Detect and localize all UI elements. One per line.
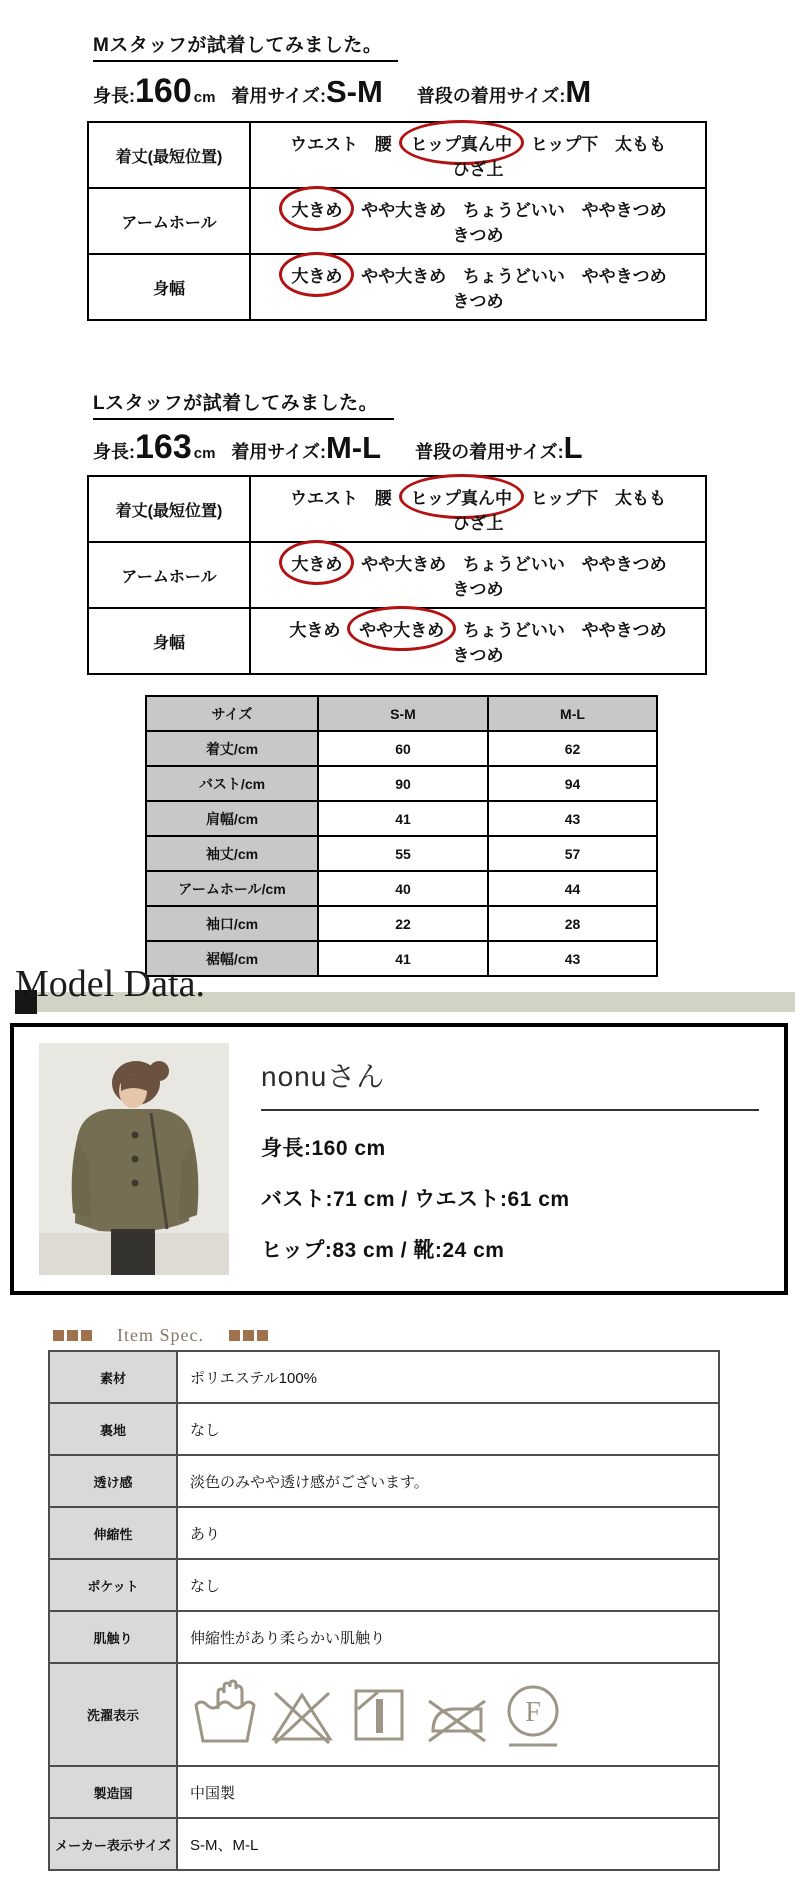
fit-option: ややきつめ xyxy=(581,621,667,640)
fit-option: 腰 xyxy=(374,489,392,508)
spec-label: 伸縮性 xyxy=(49,1507,177,1559)
hand-wash-icon xyxy=(190,1679,260,1751)
fit-row-options xyxy=(250,608,706,674)
fit-option: 太もも xyxy=(614,135,666,154)
model-data-title: Model Data. xyxy=(15,963,205,1005)
fit-option: ちょうどいい xyxy=(462,555,565,574)
brown-squares-icon xyxy=(229,1330,268,1341)
usual-size-label: 普段の着用サイズ: xyxy=(416,86,566,106)
fit-row-label: アームホール xyxy=(88,542,250,608)
dry-clean-f-gentle-icon xyxy=(498,1679,568,1751)
fit-option: ややきつめ xyxy=(581,201,667,220)
measure-label: 袖丈/cm xyxy=(146,836,318,871)
model-bust-waist: バスト:71 cm / ウエスト:61 cm xyxy=(261,1188,570,1211)
measure-value: 43 xyxy=(488,941,657,976)
fit-option: ヒップ下 xyxy=(530,135,599,154)
worn-size-value: S-M xyxy=(325,74,383,109)
spec-row xyxy=(49,1455,719,1507)
fit-option: 腰 xyxy=(374,135,392,154)
fit-row-label: 着丈(最短位置) xyxy=(88,476,250,542)
measure-label: バスト/cm xyxy=(146,766,318,801)
fit-row-options xyxy=(250,542,706,608)
staff-l-stats xyxy=(93,430,800,464)
staff-l-fit-table xyxy=(87,475,707,675)
staff-l-section xyxy=(0,388,800,675)
fit-option: ちょうどいい xyxy=(462,201,565,220)
fit-row-width xyxy=(88,254,706,320)
spec-row-laundry xyxy=(49,1663,719,1766)
fit-row-length xyxy=(88,122,706,188)
spec-label: 素材 xyxy=(49,1351,177,1403)
fit-row-length xyxy=(88,476,706,542)
size-chart-row xyxy=(146,731,657,766)
fit-option: ひざ上 xyxy=(452,514,504,533)
item-spec-heading xyxy=(53,1325,268,1346)
spec-value: S-M、M-L xyxy=(177,1818,719,1870)
size-chart-row xyxy=(146,836,657,871)
height-value: 160 xyxy=(135,72,192,110)
fit-option: ひざ上 xyxy=(452,160,504,179)
fit-option: ややきつめ xyxy=(581,267,667,286)
worn-size-value: M-L xyxy=(325,430,382,465)
fit-row-options xyxy=(250,254,706,320)
staff-m-section xyxy=(0,30,800,321)
measure-value: 41 xyxy=(318,941,488,976)
spec-value: ポリエステル100% xyxy=(177,1351,719,1403)
measure-label: 裾幅/cm xyxy=(146,941,318,976)
line-dry-in-shade-icon xyxy=(344,1679,414,1751)
height-label: 身長: xyxy=(93,86,135,106)
fit-option-selected: 大きめ xyxy=(279,540,354,585)
size-chart-header: S-M xyxy=(318,696,488,731)
spec-row xyxy=(49,1351,719,1403)
measure-value: 28 xyxy=(488,906,657,941)
spec-value: 伸縮性があり柔らかい肌触り xyxy=(177,1611,719,1663)
measure-label: アームホール/cm xyxy=(146,871,318,906)
spec-value: なし xyxy=(177,1403,719,1455)
spec-row xyxy=(49,1507,719,1559)
spec-value: なし xyxy=(177,1559,719,1611)
height-label: 身長: xyxy=(93,442,135,462)
fit-option: やや大きめ xyxy=(361,267,447,286)
staff-l-heading: Lスタッフが試着してみました。 xyxy=(93,388,394,420)
size-chart-row xyxy=(146,766,657,801)
measure-label: 肩幅/cm xyxy=(146,801,318,836)
measure-value: 60 xyxy=(318,731,488,766)
spec-label: 透け感 xyxy=(49,1455,177,1507)
fit-row-label: アームホール xyxy=(88,188,250,254)
usual-size-value: M xyxy=(565,74,592,109)
size-chart-row xyxy=(146,906,657,941)
model-hip-shoe: ヒップ:83 cm / 靴:24 cm xyxy=(261,1239,505,1262)
measure-value: 57 xyxy=(488,836,657,871)
fit-option-selected: やや大きめ xyxy=(347,606,456,651)
fit-row-options xyxy=(250,122,706,188)
staff-m-fit-table xyxy=(87,121,707,321)
fit-option: きつめ xyxy=(452,646,504,665)
fit-option: きつめ xyxy=(452,580,504,599)
fit-option: やや大きめ xyxy=(361,201,447,220)
fit-option: きつめ xyxy=(452,292,504,311)
do-not-iron-icon xyxy=(421,1679,491,1751)
spec-value: あり xyxy=(177,1507,719,1559)
model-height: 身長:160 cm xyxy=(261,1137,386,1160)
fit-row-armhole xyxy=(88,542,706,608)
fit-option: ちょうどいい xyxy=(462,267,565,286)
staff-m-stats xyxy=(93,74,800,108)
fit-option: 大きめ xyxy=(289,621,341,640)
fit-row-armhole xyxy=(88,188,706,254)
spec-label: 肌触り xyxy=(49,1611,177,1663)
spec-label: 裏地 xyxy=(49,1403,177,1455)
model-photo xyxy=(39,1043,229,1275)
fit-option-selected: ヒップ真ん中 xyxy=(399,474,525,519)
item-spec-title: Item Spec. xyxy=(117,1325,204,1345)
fit-option: 太もも xyxy=(614,489,666,508)
height-unit: cm xyxy=(193,445,216,462)
measure-label: 袖口/cm xyxy=(146,906,318,941)
measure-value: 94 xyxy=(488,766,657,801)
size-chart-header: サイズ xyxy=(146,696,318,731)
staff-m-heading: Mスタッフが試着してみました。 xyxy=(93,30,398,62)
model-photo-illustration xyxy=(39,1043,229,1275)
fit-option: ヒップ下 xyxy=(530,489,599,508)
brown-squares-icon xyxy=(53,1330,92,1341)
size-chart-row xyxy=(146,801,657,836)
divider xyxy=(261,1109,759,1111)
model-data-heading xyxy=(0,963,800,1014)
spec-row xyxy=(49,1611,719,1663)
size-chart-header-row xyxy=(146,696,657,731)
fit-option-selected: 大きめ xyxy=(279,186,354,231)
usual-size-value: L xyxy=(563,430,583,465)
spec-row xyxy=(49,1403,719,1455)
fit-option: やや大きめ xyxy=(361,555,447,574)
fit-option: ウエスト xyxy=(290,489,359,508)
fit-option: ちょうどいい xyxy=(462,621,565,640)
size-chart-row xyxy=(146,871,657,906)
measure-value: 22 xyxy=(318,906,488,941)
fit-option: ややきつめ xyxy=(581,555,667,574)
spec-row xyxy=(49,1818,719,1870)
measure-value: 62 xyxy=(488,731,657,766)
spec-value: 中国製 xyxy=(177,1766,719,1818)
svg-text:F: F xyxy=(525,1696,541,1728)
measure-value: 40 xyxy=(318,871,488,906)
fit-row-width xyxy=(88,608,706,674)
height-unit: cm xyxy=(193,89,216,106)
model-info xyxy=(261,1055,766,1264)
usual-size-label: 普段の着用サイズ: xyxy=(415,442,564,462)
measure-value: 55 xyxy=(318,836,488,871)
fit-option: ウエスト xyxy=(290,135,359,154)
spec-label: 洗濯表示 xyxy=(49,1663,177,1766)
fit-option-selected: ヒップ真ん中 xyxy=(399,120,525,165)
measure-value: 44 xyxy=(488,871,657,906)
fit-row-options xyxy=(250,476,706,542)
spec-value: 淡色のみやや透け感がございます。 xyxy=(177,1455,719,1507)
fit-row-label: 身幅 xyxy=(88,608,250,674)
size-chart-table xyxy=(145,695,658,977)
size-chart-header: M-L xyxy=(488,696,657,731)
fit-option-selected: 大きめ xyxy=(279,252,354,297)
measure-value: 90 xyxy=(318,766,488,801)
laundry-symbols xyxy=(177,1663,719,1766)
worn-size-label: 着用サイズ: xyxy=(231,86,326,106)
worn-size-label: 着用サイズ: xyxy=(231,442,326,462)
spec-label: 製造国 xyxy=(49,1766,177,1818)
fit-option: きつめ xyxy=(452,226,504,245)
spec-label: ポケット xyxy=(49,1559,177,1611)
fit-row-label: 着丈(最短位置) xyxy=(88,122,250,188)
spec-row xyxy=(49,1766,719,1818)
fit-row-label: 身幅 xyxy=(88,254,250,320)
height-value: 163 xyxy=(135,428,192,466)
model-name: nonuさん xyxy=(261,1061,386,1092)
spec-row xyxy=(49,1559,719,1611)
do-not-bleach-icon xyxy=(267,1679,337,1751)
fit-row-options xyxy=(250,188,706,254)
model-data-box xyxy=(10,1023,788,1295)
item-spec-table xyxy=(48,1350,720,1871)
measure-value: 41 xyxy=(318,801,488,836)
spec-label: メーカー表示サイズ xyxy=(49,1818,177,1870)
measure-value: 43 xyxy=(488,801,657,836)
measure-label: 着丈/cm xyxy=(146,731,318,766)
